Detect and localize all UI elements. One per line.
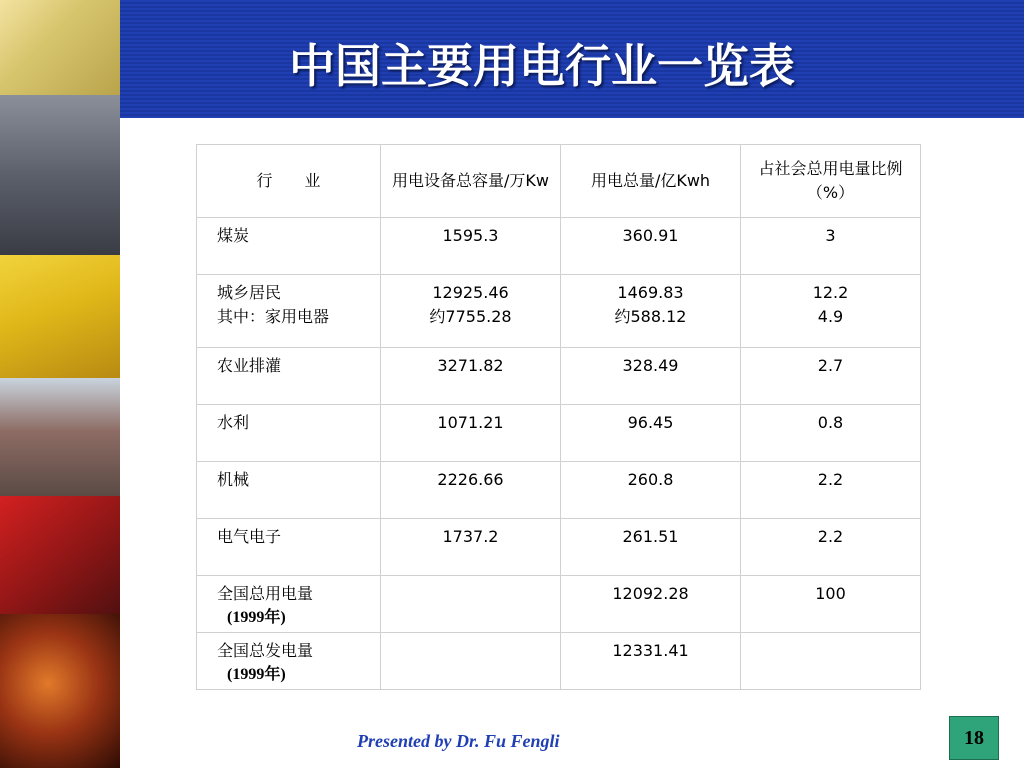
cell-industry-sub: (1999年): [227, 609, 286, 626]
footer-credit: Presented by Dr. Fu Fengli: [357, 731, 560, 751]
train-image: [0, 378, 120, 496]
cell-ratio: 2.2: [741, 519, 921, 576]
cell-consumption: 12331.41: [561, 633, 741, 690]
cell-ratio: [741, 633, 921, 690]
cell-capacity: 1737.2: [381, 519, 561, 576]
cell-industry: 农业排灌: [197, 348, 381, 405]
cell-industry: 煤炭: [197, 218, 381, 275]
cell-industry-main: 城乡居民: [217, 283, 282, 302]
cell-consumption: 261.51: [561, 519, 741, 576]
table-row: [197, 348, 921, 405]
cell-consumption: 96.45: [561, 405, 741, 462]
industry-table: [196, 144, 921, 690]
header-capacity: 用电设备总容量/万Kw: [381, 145, 561, 218]
cell-consumption: 260.8: [561, 462, 741, 519]
cell-capacity: 2226.66: [381, 462, 561, 519]
cell-ratio: 12.2 4.9: [741, 275, 921, 348]
cell-capacity: 1595.3: [381, 218, 561, 275]
table-row: [197, 462, 921, 519]
cell-capacity: 12925.46 约7755.28: [381, 275, 561, 348]
cell-ratio: 2.7: [741, 348, 921, 405]
cell-consumption: 360.91: [561, 218, 741, 275]
header-industry: 行 业: [197, 145, 381, 218]
table-header-row: [197, 145, 921, 218]
motor-image: [0, 496, 120, 614]
header-band: [120, 0, 1024, 118]
cell-consumption: 12092.28: [561, 576, 741, 633]
table-row: [197, 519, 921, 576]
handshake-image: [0, 95, 120, 255]
table-row: [197, 633, 921, 690]
table-row: [197, 405, 921, 462]
cell-capacity: 3271.82: [381, 348, 561, 405]
cables-image: [0, 255, 120, 378]
header-consumption: 用电总量/亿Kwh: [561, 145, 741, 218]
table-row: [197, 218, 921, 275]
cell-industry: 全国总发电量 (1999年): [197, 633, 381, 690]
cell-industry: 全国总用电量 (1999年): [197, 576, 381, 633]
cell-ratio: 100: [741, 576, 921, 633]
cell-ratio: 0.8: [741, 405, 921, 462]
cell-industry-sub: (1999年): [227, 666, 286, 683]
page-title: 中国主要用电行业一览表: [289, 39, 795, 93]
cell-capacity: [381, 576, 561, 633]
cell-industry: 水利: [197, 405, 381, 462]
globe-image: [0, 614, 120, 768]
page-number: 18: [949, 716, 999, 760]
cell-capacity: [381, 633, 561, 690]
photo-strip: [0, 0, 120, 768]
cell-industry: [197, 275, 381, 348]
table-row: [197, 576, 921, 633]
header-ratio: 占社会总用电量比例（%）: [741, 145, 921, 218]
cell-consumption: 328.49: [561, 348, 741, 405]
cell-ratio: 2.2: [741, 462, 921, 519]
table-row: [197, 275, 921, 348]
cell-industry-sub: 其中：家用电器: [217, 307, 330, 326]
cell-ratio: 3: [741, 218, 921, 275]
cell-capacity: 1071.21: [381, 405, 561, 462]
cell-industry: 机械: [197, 462, 381, 519]
cell-industry: 电气电子: [197, 519, 381, 576]
cell-consumption: 1469.83 约588.12: [561, 275, 741, 348]
